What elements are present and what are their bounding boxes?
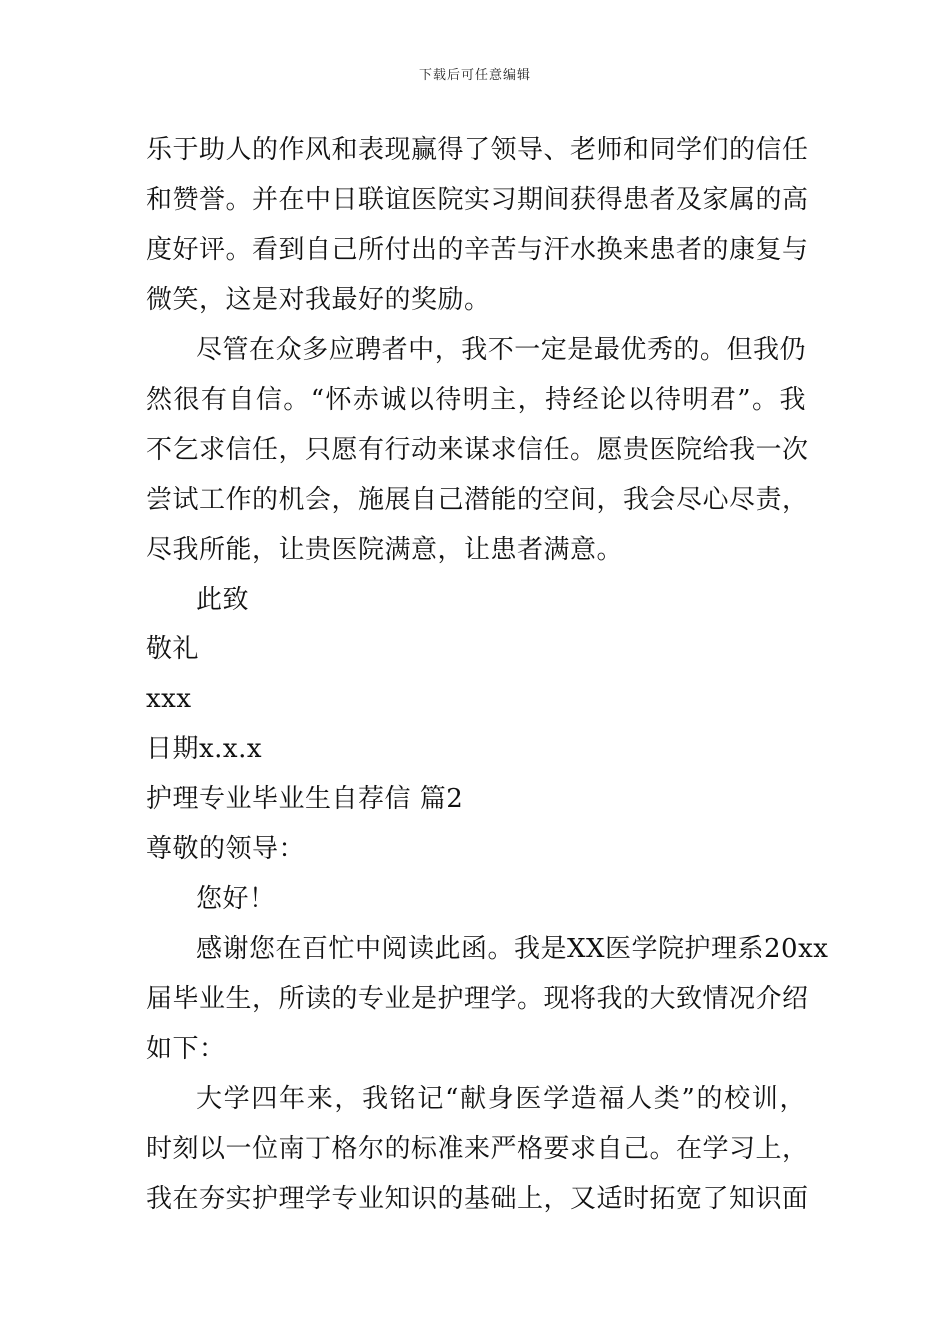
signature-date: 日期x.x.x [146,734,263,764]
text-line: 届毕业生，所读的专业是护理学。现将我的大致情况介绍 [146,984,809,1014]
text-line: 不乞求信任，只愿有行动来谋求信任。愿贵医院给我一次 [146,435,809,465]
text-line: 尝试工作的机会，施展自己潜能的空间，我会尽心尽责， [146,485,809,515]
text-line: 尽我所能，让贵医院满意，让患者满意。 [146,535,624,565]
text-line: 度好评。看到自己所付出的辛苦与汗水换来患者的康复与 [146,235,809,265]
page-header: 下载后可任意编辑 [418,68,531,83]
text-line: 尽管在众多应聘者中，我不一定是最优秀的。但我仍 [196,335,806,365]
text-line: 如下： [146,1034,226,1064]
text-line: 感谢您在百忙中阅读此函。我是XX医学院护理系20xx [196,934,829,964]
text-line: 然很有自信。“怀赤诚以待明主，持经论以待明君”。我 [146,385,806,415]
closing-regards: 敬礼 [146,634,200,664]
text-line: 微笑，这是对我最好的奖励。 [146,285,491,315]
greeting: 尊敬的领导： [146,834,306,864]
text-line: 和赞誉。并在中日联谊医院实习期间获得患者及家属的高 [146,185,809,215]
text-line: 乐于助人的作风和表现赢得了领导、老师和同学们的信任 [146,135,809,165]
text-line: 大学四年来，我铭记“献身医学造福人类”的校训， [196,1084,806,1114]
signature-name: xxx [146,684,192,714]
text-line: 时刻以一位南丁格尔的标准来严格要求自己。在学习上， [146,1134,809,1164]
section-title: 护理专业毕业生自荐信 篇2 [146,784,464,814]
text-line: 我在夯实护理学专业知识的基础上，又适时拓宽了知识面 [146,1184,809,1214]
greeting-hello: 您好！ [196,884,276,914]
closing-salutation: 此致 [196,585,250,615]
